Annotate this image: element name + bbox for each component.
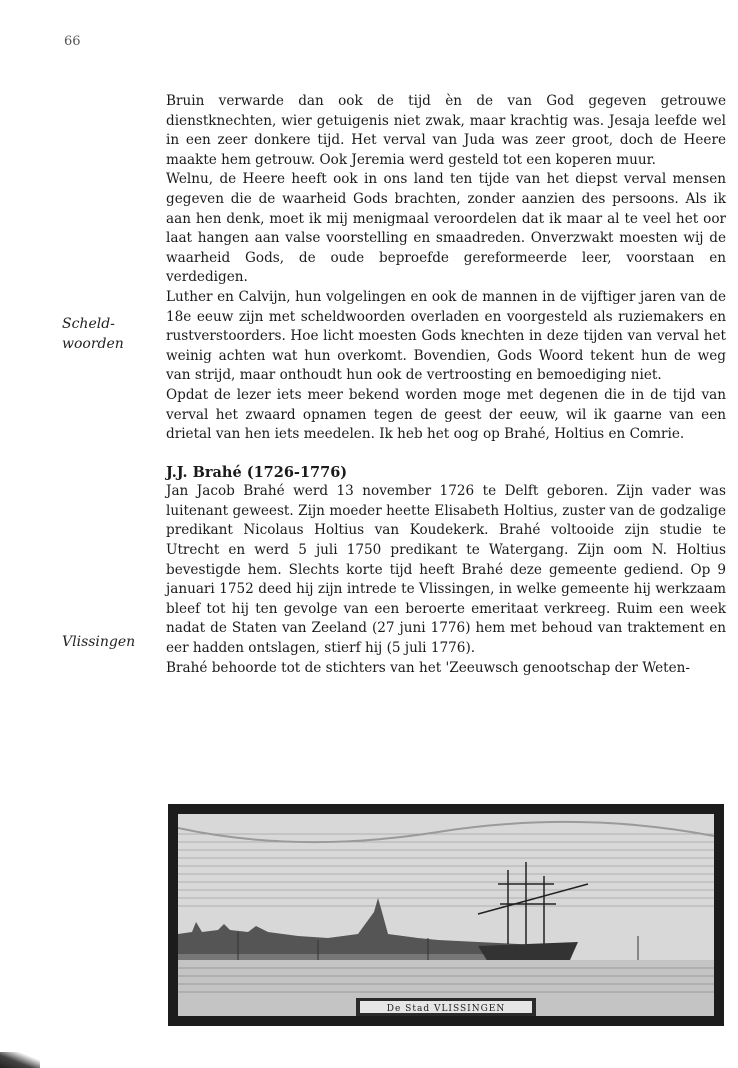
margin-note-vlissingen: Vlissingen [62,634,136,650]
margin-note-scheldwoorden [62,314,158,354]
section-heading: J.J. Brahé (1726-1776) [166,463,348,481]
margin-note-line: woorden [62,336,124,352]
engraving-caption: De Stad VLISSINGEN [386,1004,506,1014]
paragraph: Brahé behoorde tot de stichters van het 'Zeeuwsch genootschap der Weten- [166,659,691,676]
paragraph: Jan Jacob Brahé werd 13 november 1726 te Delft geboren. Zijn vader was luitenant geweest. Zijn moeder heette Elisabeth Holtius, zuster van de godzalige predikant Nicolaus Holtius van Koudekerk. Brahé voltooide zijn studie te Utrecht en werd 5 juli 1750 predikant te Watergang. Zijn oom N. Holtius bevestigde hem. Slechts korte tijd heeft Brahé deze gemeente gediend. Op 9 januari 1752 deed hij zijn intrede te Vlissingen, in welke gemeente hij werkzaam bleef tot hij ten gevolge van een beroerte emeritaat verkreeg. Ruim een week nadat de Staten van Zeeland (27 juni 1776) hem met behoud van traktement en eer hadden ontslagen, stierf hij (5 juli 1776). [166,483,726,657]
engraving-harbor-scene [178,814,714,1016]
page-number: 66 [64,34,81,49]
page-corner-shadow [0,1052,40,1068]
paragraph: Luther en Calvijn, hun volgelingen en ook de mannen in de vijftiger jaren van de 18e eeuw zijn met scheldwoorden overladen en voorgesteld als ruziemakers en rustverstoorders. Hoe licht moesten Gods knechten in deze tijden van verval het weinig achten wat hun overkomt. Bovendien, Gods Woord tekent hun de weg van strijd, maar onthoudt hun ook de vertroosting en bemoediging niet. [166,288,726,384]
margin-note-line: Scheld- [62,316,115,332]
paragraph: Welnu, de Heere heeft ook in ons land ten tijde van het diepst verval mensen gegeven die de waarheid Gods brachten, zonder aanzien des persoons. Als ik aan hen denk, moet ik mij menigmaal veroordelen dat ik maar al te veel het oor laat hangen aan valse voorstelling en smaadreden. Onverzwakt moesten wij de waarheid Gods, de oude beproefde gereformeerde leer, voorstaan en verdedigen. [166,171,726,286]
paragraph: Bruin verwarde dan ook de tijd èn de van God gegeven getrouwe dienstknechten, wier getuigenis niet zwak, maar krachtig was. Jesaja leefde wel in een zeer donkere tijd. Het verval van Juda was zeer groot, doch de Heere maakte hem getrouw. Ook Jeremia werd gesteld tot een koperen muur. [166,93,726,168]
body-text [166,92,726,678]
vlissingen-engraving [168,804,724,1026]
paragraph: Opdat de lezer iets meer bekend worden moge met degenen die in de tijd van verval het zwaard opnamen tegen de geest der eeuw, wil ik gaarne van een drietal van hen iets meedelen. Ik heb het oog op Brahé, Holtius en Comrie. [166,386,726,443]
